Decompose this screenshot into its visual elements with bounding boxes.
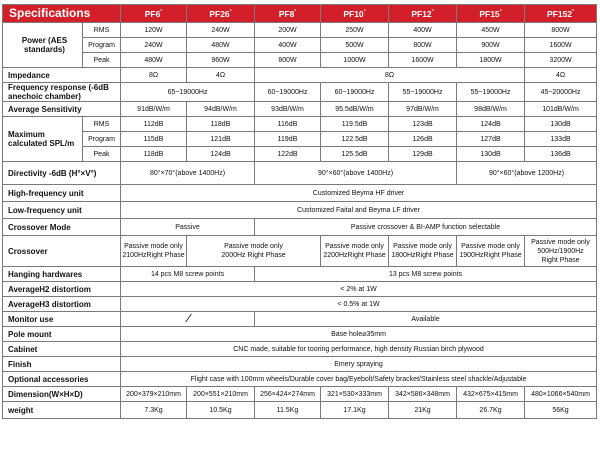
table-row (3, 282, 597, 297)
table-cell: 122.5dB (321, 132, 389, 147)
table-row (3, 387, 597, 402)
table-row (3, 219, 597, 236)
table-cell: 800W (389, 38, 457, 53)
table-cell: 1600W (525, 38, 597, 53)
row-sublabel: Peak (83, 53, 121, 68)
power-label: Power (AES standards) (3, 23, 83, 68)
table-cell: Customized Faital and Beyma LF driver (121, 202, 597, 219)
row-sublabel: Peak (83, 147, 121, 162)
table-cell: 13 pcs M8 screw points (255, 267, 597, 282)
model-header: PF8° (255, 5, 321, 23)
table-cell: 240W (121, 38, 187, 53)
table-cell: 4Ω (187, 68, 255, 83)
pole-label: Pole mount (3, 327, 121, 342)
table-cell: 432×675×415mm (457, 387, 525, 402)
table-cell: Passive crossover & BI-AMP function selectable (255, 219, 597, 236)
table-cell: 960W (187, 53, 255, 68)
table-cell: 200×379×210mm (121, 387, 187, 402)
table-cell: 65~19000Hz (121, 83, 255, 102)
table-cell: 480W (121, 53, 187, 68)
table-cell: 112dB (121, 117, 187, 132)
table-cell: 200W (255, 23, 321, 38)
table-cell: 14 pcs M8 screw points (121, 267, 255, 282)
table-cell: 129dB (389, 147, 457, 162)
lf-unit-label: Low-frequency unit (3, 202, 121, 219)
table-cell: 900W (457, 38, 525, 53)
table-row (3, 147, 597, 162)
table-cell (121, 312, 255, 327)
table-cell: Passive mode only 2100HzRight Phase (121, 236, 187, 267)
table-cell: Available (255, 312, 597, 327)
table-cell: 119dB (255, 132, 321, 147)
table-cell: < 2% at 1W (121, 282, 597, 297)
table-cell: 124dB (457, 117, 525, 132)
table-cell: 133dB (525, 132, 597, 147)
table-row (3, 312, 597, 327)
table-row (3, 372, 597, 387)
table-cell: 94dB/W/m (187, 102, 255, 117)
table-cell: 480W (187, 38, 255, 53)
table-cell: 130dB (457, 147, 525, 162)
table-row (3, 68, 597, 83)
table-row (3, 132, 597, 147)
impedance-label: Impedance (3, 68, 121, 83)
table-row (3, 342, 597, 357)
table-cell: Passive mode only 2000Hz Right Phase (187, 236, 321, 267)
table-cell: 8Ω (121, 68, 187, 83)
finish-label: Finish (3, 357, 121, 372)
accessories-label: Optional accessories (3, 372, 121, 387)
table-row (3, 53, 597, 68)
table-cell: 123dB (389, 117, 457, 132)
table-cell: Base hole⌀35mm (121, 327, 597, 342)
table-cell: 95.5dB/W/m (321, 102, 389, 117)
table-row (3, 38, 597, 53)
table-cell: 240W (187, 23, 255, 38)
table-cell: 130dB (525, 117, 597, 132)
table-cell: 60~19000Hz (255, 83, 321, 102)
row-sublabel: Program (83, 38, 121, 53)
h3-label: AverageH3 distortiom (3, 297, 121, 312)
model-header: PF15° (457, 5, 525, 23)
frequency-label: Frequency response (-6dB anechoic chamber) (3, 83, 121, 102)
table-cell: 17.1Kg (321, 402, 389, 419)
row-sublabel: RMS (83, 117, 121, 132)
specifications-table (2, 4, 597, 419)
table-cell: 116dB (255, 117, 321, 132)
model-header: PF26° (187, 5, 255, 23)
monitor-label: Monitor use (3, 312, 121, 327)
table-cell: 342×586×348mm (389, 387, 457, 402)
table-cell: 8Ω (255, 68, 525, 83)
table-cell: Passive mode only 2200HzRight Phase (321, 236, 389, 267)
table-cell: 256×424×274mm (255, 387, 321, 402)
table-cell: 127dB (457, 132, 525, 147)
table-cell: 119.5dB (321, 117, 389, 132)
hanging-label: Hanging hardwares (3, 267, 121, 282)
row-sublabel: Program (83, 132, 121, 147)
table-cell: Emery spraying (121, 357, 597, 372)
table-cell: 60~19000Hz (321, 83, 389, 102)
table-cell: 4Ω (525, 68, 597, 83)
table-cell: 1600W (389, 53, 457, 68)
table-cell: 1000W (321, 53, 389, 68)
table-cell: 118dB (121, 147, 187, 162)
header-row (3, 5, 597, 23)
table-cell: 121dB (187, 132, 255, 147)
table-cell: Passive mode only 1900HzRight Phase (457, 236, 525, 267)
table-row (3, 202, 597, 219)
table-cell: 55~19000Hz (457, 83, 525, 102)
table-cell: 124dB (187, 147, 255, 162)
table-cell: 90°×60°(above 1400Hz) (255, 162, 457, 185)
sensitivity-label: Average Sensitivity (3, 102, 121, 117)
table-cell: 125.5dB (321, 147, 389, 162)
table-row (3, 402, 597, 419)
table-cell: 91dB/W/m (121, 102, 187, 117)
table-row (3, 236, 597, 267)
table-row (3, 23, 597, 38)
row-sublabel: RMS (83, 23, 121, 38)
hf-unit-label: High-frequency unit (3, 185, 121, 202)
model-header: PF152° (525, 5, 597, 23)
table-cell: 800W (255, 53, 321, 68)
model-header: PF12° (389, 5, 457, 23)
table-cell: 11.5Kg (255, 402, 321, 419)
directivity-label: Directivity -6dB (H°×V°) (3, 162, 121, 185)
table-cell: 21Kg (389, 402, 457, 419)
table-row (3, 162, 597, 185)
table-cell: 800W (525, 23, 597, 38)
table-cell: Passive (121, 219, 255, 236)
table-cell: 7.3Kg (121, 402, 187, 419)
table-cell: 126dB (389, 132, 457, 147)
table-cell: 200×551×210mm (187, 387, 255, 402)
table-cell: Customized Beyma HF driver (121, 185, 597, 202)
model-header: PF6° (121, 5, 187, 23)
table-cell: 3200W (525, 53, 597, 68)
table-row (3, 102, 597, 117)
table-row (3, 327, 597, 342)
dimension-label: Dimension(W×H×D) (3, 387, 121, 402)
table-cell: 500W (321, 38, 389, 53)
table-cell: 101dB/W/m (525, 102, 597, 117)
cabinet-label: Cabinet (3, 342, 121, 357)
table-row (3, 117, 597, 132)
table-cell: 118dB (187, 117, 255, 132)
table-cell: 93dB/W/m (255, 102, 321, 117)
table-cell: 115dB (121, 132, 187, 147)
table-cell: 45~20000Hz (525, 83, 597, 102)
table-cell: 80°×70°(above 1400Hz) (121, 162, 255, 185)
table-cell: 480×1066×540mm (525, 387, 597, 402)
table-cell: 1800W (457, 53, 525, 68)
table-cell: 120W (121, 23, 187, 38)
table-cell: Passive mode only 500Hz/1900Hz Right Phase (525, 236, 597, 267)
table-row (3, 297, 597, 312)
table-cell: 56Kg (525, 402, 597, 419)
weight-label: weight (3, 402, 121, 419)
slash-mark-icon (183, 313, 193, 322)
h2-label: AverageH2 distortiom (3, 282, 121, 297)
table-cell: 90°×60°(above 1200Hz) (457, 162, 597, 185)
table-cell: 400W (255, 38, 321, 53)
table-cell: CNC made, suitable for tooring performance, high density Russian birch plywood (121, 342, 597, 357)
spl-label: Maximum calculated SPL/m (3, 117, 83, 162)
crossover-label: Crossover (3, 236, 121, 267)
table-cell: Passive mode only 1800HzRight Phase (389, 236, 457, 267)
table-cell: 250W (321, 23, 389, 38)
table-cell: 97dB/W/m (389, 102, 457, 117)
table-title: Specifications (3, 5, 121, 23)
table-row (3, 83, 597, 102)
table-cell: Flight case with 100mm wheels/Durable cover bag/Eyebolt/Safety bracket/Stainless steel shackle/Adjustable (121, 372, 597, 387)
table-cell: 10.5Kg (187, 402, 255, 419)
table-cell: 321×530×333mm (321, 387, 389, 402)
table-cell: 136dB (525, 147, 597, 162)
table-cell: 55~19000Hz (389, 83, 457, 102)
table-row (3, 357, 597, 372)
table-cell: 400W (389, 23, 457, 38)
crossover-mode-label: Crossover Mode (3, 219, 121, 236)
table-cell: 26.7Kg (457, 402, 525, 419)
table-cell: 450W (457, 23, 525, 38)
table-cell: 122dB (255, 147, 321, 162)
table-row (3, 267, 597, 282)
model-header: PF10° (321, 5, 389, 23)
table-row (3, 185, 597, 202)
table-cell: 98dB/W/m (457, 102, 525, 117)
table-cell: < 0.5% at 1W (121, 297, 597, 312)
